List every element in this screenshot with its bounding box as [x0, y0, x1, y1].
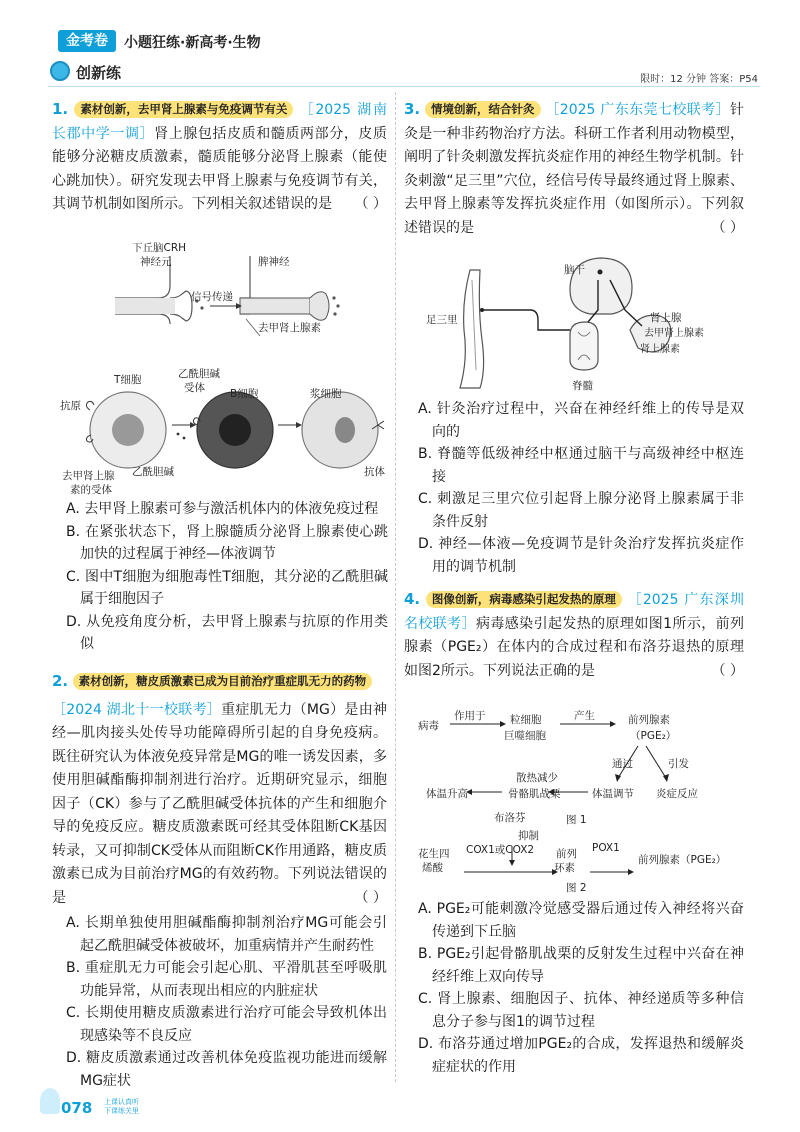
label-q3-norepinephrine: 去甲肾上腺素	[644, 328, 704, 339]
question-3-number: 3.	[404, 100, 421, 118]
label-ach-receptor: 乙酰胆碱	[178, 368, 220, 380]
label-signal: 信号传递	[191, 291, 233, 303]
question-4-option-d[interactable]: D. 布洛芬通过增加PGE₂的合成，发挥退热和缓解炎症症状的作用	[418, 1036, 744, 1075]
question-3-options	[418, 398, 744, 578]
question-2-answer-paren: （ ）	[354, 889, 387, 906]
label-inhibit: 抑制	[518, 830, 539, 842]
label-produce: 产生	[574, 710, 595, 722]
label-shivering: 骨骼肌战栗	[508, 788, 561, 800]
question-2-option-d[interactable]: D. 糖皮质激素通过改善机体免疫监视功能进而缓解MG症状	[66, 1050, 387, 1089]
label-brainstem: 脑干	[564, 264, 585, 276]
question-1	[52, 98, 387, 217]
question-2-option-a[interactable]: A. 长期单独使用胆碱酯酶抑制剂治疗MG可能会引起乙酰胆碱受体被破坏，加重病情并产生耐药性	[66, 915, 387, 954]
label-temp-rise: 体温升高	[426, 788, 468, 800]
question-3-source: ［2025 广东东莞七校联考］	[545, 102, 731, 118]
mascot-icon	[40, 1088, 60, 1114]
brand-badge: 金考卷	[58, 30, 116, 52]
question-2-tag: 素材创新，糖皮质激素已成为目前治疗重症肌无力的药物	[73, 673, 373, 690]
label-q3-epinephrine: 肾上腺素	[640, 344, 680, 355]
footer-slogan-line-2: 下课练关里	[104, 1107, 139, 1115]
label-antibody: 抗体	[364, 466, 385, 478]
section-divider	[48, 86, 760, 87]
label-macrophage: 巨噬细胞	[504, 730, 546, 742]
label-crh-neuron-2: 神经元	[140, 256, 172, 268]
question-4-tag: 图像创新，病毒感染引起发热的原理	[426, 591, 622, 608]
question-3-option-d[interactable]: D. 神经—体液—免疫调节是针灸治疗发挥抗炎症作用的调节机制	[418, 536, 744, 575]
question-2-option-b[interactable]: B. 重症肌无力可能会引起心肌、平滑肌甚至呼吸肌功能异常，从而表现出相应的内脏症状	[66, 960, 387, 999]
question-4-stem: 病毒感染引起发热的原理如图1所示，前列腺素（PGE₂）在体内的合成过程和布洛芬退热的原理如图2所示。下列说法正确的是	[404, 615, 745, 679]
question-4-number: 4.	[404, 590, 421, 608]
label-acetylcholine: 乙酰胆碱	[132, 466, 174, 478]
label-thermoregulation: 体温调节	[592, 788, 634, 800]
label-ne-receptor: 去甲肾上腺	[62, 470, 115, 482]
question-4-options	[418, 898, 744, 1078]
label-acts-on: 作用于	[454, 710, 486, 722]
question-2-number: 2.	[52, 672, 69, 690]
question-3-option-b[interactable]: B. 脊髓等低级神经中枢通过脑干与高级神经中枢连接	[418, 446, 744, 485]
label-heat-loss: 散热减少	[516, 772, 558, 784]
question-3	[404, 98, 744, 240]
label-zusanli: 足三里	[426, 314, 458, 326]
label-spleen-nerve: 脾神经	[258, 256, 290, 268]
question-3-answer-paren: （ ）	[711, 219, 744, 236]
label-prostaglandin: 前列腺素	[628, 714, 670, 726]
section-title: 创新练	[76, 64, 122, 82]
question-4-source: ［2025 广东深圳名校联考］	[404, 592, 744, 632]
label-pox1: POX1	[592, 842, 620, 854]
question-4	[404, 588, 744, 683]
label-norepinephrine: 去甲肾上腺素	[258, 322, 321, 334]
question-3-stem: 针灸是一种非药物治疗方法。科研工作者利用动物模型，阐明了针灸刺激发挥抗炎症作用的神经生物学机制。针灸刺激“足三里”穴位，经信号传导最终通过肾上腺素、去甲肾上腺素等发挥抗炎症作用（如图所示）。下列叙述错误的是	[404, 102, 745, 236]
label-ach-receptor-2: 受体	[184, 382, 205, 394]
question-1-answer-paren: （ ）	[354, 196, 387, 212]
label-b-cell: B细胞	[230, 388, 259, 400]
question-1-option-d[interactable]: D. 从免疫角度分析，去甲肾上腺素与抗原的作用类似	[66, 613, 388, 652]
question-4-option-c[interactable]: C. 肾上腺素、细胞因子、抗体、神经递质等多种信息分子参与图1的调节过程	[418, 991, 744, 1030]
section-meta: 限时：12 分钟 答案：P54	[640, 74, 758, 85]
section-icon	[50, 61, 70, 81]
figure-1-caption: 图 1	[566, 814, 587, 826]
question-4-answer-paren: （ ）	[711, 662, 744, 679]
label-via: 通过	[612, 758, 633, 770]
book-title: 小题狂练·新高考·生物	[124, 35, 261, 51]
question-2-body	[52, 699, 387, 911]
question-3-stem-block	[404, 98, 744, 240]
question-1-option-a[interactable]: A. 去甲肾上腺素可参与激活机体内的体液免疫过程	[66, 501, 379, 517]
label-cause: 引发	[668, 758, 689, 770]
label-arachidonic: 花生四	[418, 848, 450, 860]
label-granulocyte: 粒细胞	[510, 714, 542, 726]
label-t-cell: T细胞	[114, 374, 142, 386]
page-number: 078	[61, 1099, 93, 1117]
label-plasma-cell: 浆细胞	[310, 388, 342, 400]
label-cox: COX1或COX2	[466, 844, 535, 856]
question-1-option-c[interactable]: C. 图中T细胞为细胞毒性T细胞，其分泌的乙酰胆碱属于细胞因子	[66, 568, 388, 607]
label-ibuprofen: 布洛芬	[494, 812, 526, 824]
footer-slogan	[104, 1098, 139, 1116]
label-inflammation: 炎症反应	[656, 788, 698, 800]
label-prostacyclin: 前列	[556, 848, 577, 860]
footer-slogan-line-1: 上课认真听	[104, 1098, 139, 1106]
question-1-tag: 素材创新，去甲肾上腺素与免疫调节有关	[74, 101, 293, 118]
label-adrenal: 肾上腺	[650, 312, 682, 324]
label-crh-neuron: 下丘脑CRH	[132, 242, 187, 254]
question-1-number: 1.	[52, 100, 69, 118]
question-4-option-a[interactable]: A. PGE₂可能刺激冷觉感受器后通过传入神经将兴奋传递到下丘脑	[418, 901, 744, 940]
question-2-source: ［2024 湖北十一校联考］	[52, 701, 222, 718]
label-prostacyclin-2: 环素	[554, 862, 575, 874]
question-4-stem-block	[404, 588, 744, 683]
question-3-option-c[interactable]: C. 刺激足三里穴位引起肾上腺分泌肾上腺素属于非条件反射	[418, 491, 744, 530]
column-divider	[395, 92, 396, 1082]
label-spinal-cord: 脊髓	[572, 380, 593, 392]
label-virus: 病毒	[418, 720, 439, 732]
question-3-option-a[interactable]: A. 针灸治疗过程中，兴奋在神经纤维上的传导是双向的	[418, 401, 744, 440]
label-pge2-product: 前列腺素（PGE₂）	[638, 854, 727, 866]
question-2-options	[52, 912, 387, 1092]
question-4-option-b[interactable]: B. PGE₂引起骨骼肌战栗的反射发生过程中兴奋在神经纤维上双向传导	[418, 946, 744, 985]
question-3-tag: 情境创新，结合针灸	[425, 101, 541, 118]
question-2-option-c[interactable]: C. 长期使用糖皮质激素进行治疗可能会导致机体出现感染等不良反应	[66, 1005, 387, 1044]
question-2	[52, 670, 387, 1092]
question-1-source: ［2025 湖南长郡中学一调］	[52, 102, 388, 142]
figure-2-caption: 图 2	[566, 882, 587, 894]
question-1-stem: 肾上腺包括皮质和髓质两部分，皮质能够分泌糖皮质激素，髓质能够分泌肾上腺素（能使心跳加快）。研究发现去甲肾上腺素与免疫调节有关，其调节机制如图所示。下列相关叙述错误的是	[52, 125, 388, 212]
question-2-stem-block	[52, 670, 387, 695]
question-1-options	[66, 498, 388, 656]
label-arachidonic-2: 烯酸	[422, 862, 443, 874]
question-1-stem-block	[52, 98, 387, 217]
label-ne-receptor-2: 素的受体	[70, 484, 112, 496]
label-pge2: （PGE₂）	[630, 730, 677, 742]
question-1-option-b[interactable]: B. 在紧张状态下，肾上腺髓质分泌肾上腺素使心跳加快的过程属于神经—体液调节	[66, 523, 388, 562]
label-antigen: 抗原	[60, 400, 81, 412]
question-2-stem: 重症肌无力（MG）是由神经—肌肉接头处传导功能障碍所引起的自身免疫病。既往研究认为体液免疫异常是MG的唯一诱发因素，多使用胆碱酯酶抑制剂进行治疗。近期研究显示，细胞因子（CK）参与了乙酰胆碱受体抗体的产生和细胞介导的免疫反应。糖皮质激素既可经其受体阻断CK基因转录，又可抑制CK受体从而阻断CK作用通路，糖皮质激素已成为目前治疗MG的有效药物。下列说法错误的是	[52, 701, 387, 906]
